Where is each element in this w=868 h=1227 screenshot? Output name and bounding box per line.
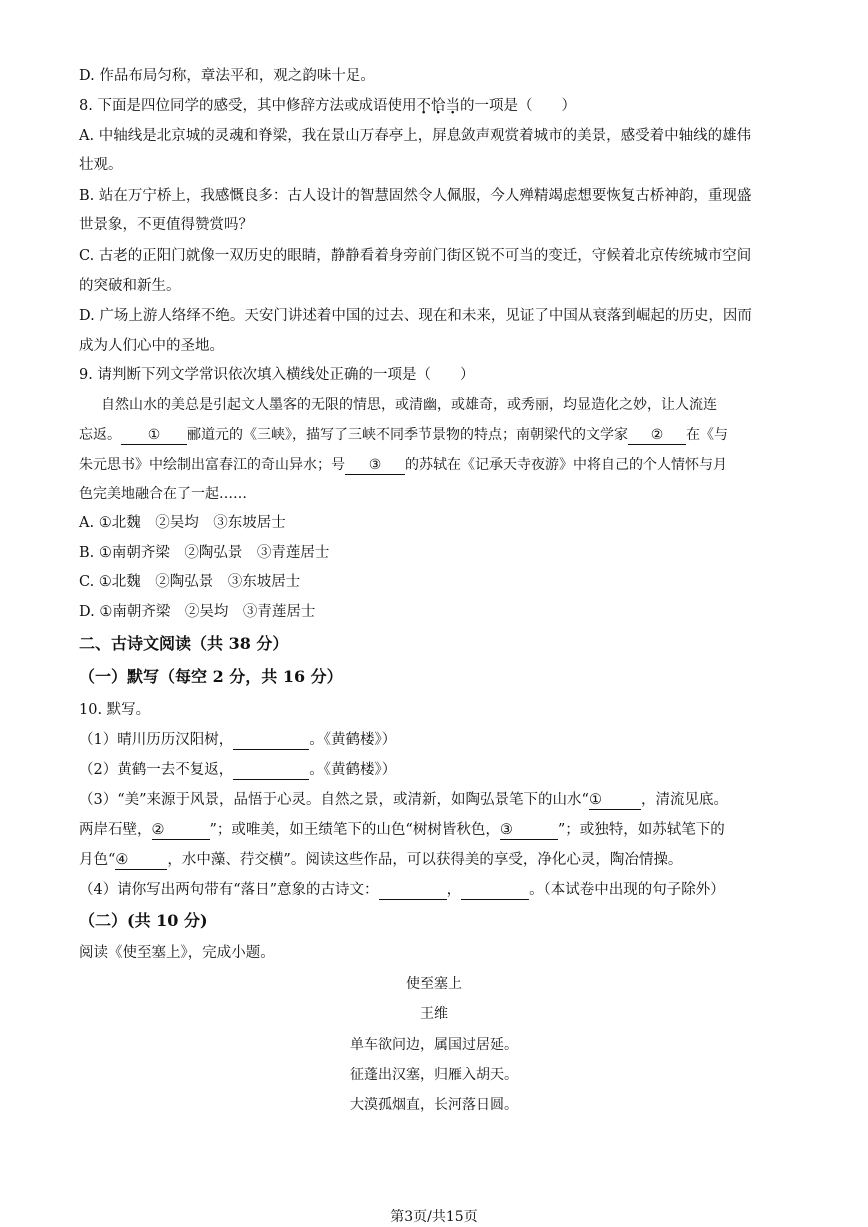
answer-blank bbox=[233, 762, 309, 780]
item-text: ，清流见底。 bbox=[640, 792, 728, 808]
section-2-heading: 二、古诗文阅读（共 38 分） bbox=[79, 634, 289, 653]
q10-item2 bbox=[79, 760, 396, 780]
passage-text: 郦道元的《三峡》，描写了三峡不同季节景物的特点；南朝梁代的文学家 bbox=[187, 427, 628, 443]
q10-item3-line3 bbox=[79, 850, 682, 870]
poem-line-2: 征蓬出汉塞，归雁入胡天。 bbox=[350, 1067, 518, 1083]
answer-blank-4: ④ bbox=[115, 852, 167, 870]
blank-1: ① bbox=[121, 427, 187, 445]
question-8-text-end: 的一项是（ ） bbox=[459, 98, 576, 114]
option-a-line2: 壮观。 bbox=[79, 157, 123, 173]
emphasis-char: 当 bbox=[445, 98, 460, 114]
item-text: 月色“ bbox=[79, 852, 116, 868]
passage-text: 的苏轼在《记承天寺夜游》中将自己的个人情怀与月 bbox=[405, 457, 727, 473]
poem-author: 王维 bbox=[420, 1006, 448, 1022]
answer-blank bbox=[233, 732, 309, 750]
passage-line2 bbox=[79, 425, 728, 445]
answer-blank bbox=[379, 882, 447, 900]
item-text: ，水中藻、荇交横”。阅读这些作品，可以获得美的享受，净化心灵，陶冶情操。 bbox=[167, 852, 683, 868]
passage-line1: 自然山水的美总是引起文人墨客的无限的情思，或清幽，或雄奇，或秀丽，均显造化之妙，让人流连 bbox=[101, 397, 717, 413]
passage-line4: 色完美地融合在了一起…… bbox=[79, 486, 247, 502]
question-10-stem: 10. 默写。 bbox=[79, 702, 151, 718]
q9-option-c: C. ①北魏 ②陶弘景 ③东坡居士 bbox=[79, 574, 301, 590]
q10-item1 bbox=[79, 730, 396, 750]
q10-item3-line2 bbox=[79, 820, 725, 840]
question-8-text: 8. 下面是四位同学的感受，其中修辞方法或成语使用 bbox=[79, 98, 417, 114]
item-text: 两岸石壁， bbox=[79, 822, 152, 838]
item-text: （3）“美”来源于风景，品悟于心灵。自然之景，或清新，如陶弘景笔下的山水“ bbox=[79, 792, 589, 808]
item-text: ， bbox=[446, 882, 462, 898]
emphasis-char: 恰 bbox=[430, 98, 446, 114]
option-a-line1: A. 中轴线是北京城的灵魂和脊梁，我在景山万春亭上，屏息敛声观赏着城市的美景，感受着中轴线的雄伟 bbox=[79, 128, 752, 144]
passage-text: 忘返。 bbox=[79, 427, 121, 443]
blank-3: ③ bbox=[345, 457, 405, 475]
q9-option-a: A. ①北魏 ②吴均 ③东坡居士 bbox=[79, 515, 286, 531]
option-d-q7: D. 作品布局匀称，章法平和，观之韵味十足。 bbox=[79, 68, 375, 84]
option-b-line2: 世景象，不更值得赞赏吗？ bbox=[79, 217, 253, 233]
passage-text: 在《与 bbox=[686, 427, 728, 443]
item-text: （1）晴川历历汉阳树， bbox=[79, 732, 234, 748]
q9-option-b: B. ①南朝齐梁 ②陶弘景 ③青莲居士 bbox=[79, 545, 330, 561]
blank-2: ② bbox=[628, 427, 686, 445]
passage-text: 朱元思书》中绘制出富春江的奇山异水；号 bbox=[79, 457, 345, 473]
poem-title: 使至塞上 bbox=[406, 976, 462, 992]
answer-blank-1: ① bbox=[589, 792, 641, 810]
item-text: 。《黄鹤楼》） bbox=[309, 732, 397, 748]
item-text: 。《黄鹤楼》） bbox=[309, 762, 397, 778]
question-9-stem: 9. 请判断下列文学常识依次填入横线处正确的一项是（ ） bbox=[79, 367, 475, 383]
option-b-line1: B. 站在万宁桥上，我感慨良多：古人设计的智慧固然令人佩服，今人殚精竭虑想要恢复古桥神韵，重现盛 bbox=[79, 188, 752, 204]
item-text: ”；或唯美，如王绩笔下的山色“树树皆秋色， bbox=[209, 822, 500, 838]
option-c-line2: 的突破和新生。 bbox=[79, 278, 181, 294]
answer-blank bbox=[461, 882, 529, 900]
answer-blank-2: ② bbox=[152, 822, 210, 840]
subsection-2-heading: （二）(共 10 分) bbox=[79, 911, 208, 930]
poem-line-3: 大漠孤烟直，长河落日圆。 bbox=[350, 1097, 518, 1113]
item-text: ”；或独特，如苏轼笔下的 bbox=[557, 822, 725, 838]
question-8-stem bbox=[79, 96, 576, 116]
option-d-line2: 成为人们心中的圣地。 bbox=[79, 338, 224, 354]
q9-option-d: D. ①南朝齐梁 ②吴均 ③青莲居士 bbox=[79, 604, 316, 620]
reading-instruction: 阅读《使至塞上》，完成小题。 bbox=[79, 945, 275, 961]
option-c-line1: C. 古老的正阳门就像一双历史的眼睛，静静看着身旁前门街区锐不可当的变迁，守候着北京传统城市空间 bbox=[79, 248, 752, 264]
page-number: 第3页/共15页 bbox=[390, 1209, 478, 1225]
q10-item3-line1 bbox=[79, 790, 728, 810]
passage-line3 bbox=[79, 455, 727, 475]
answer-blank-3: ③ bbox=[500, 822, 558, 840]
emphasis-char: 不 bbox=[416, 98, 431, 114]
item-text: 。（本试卷中出现的句子除外） bbox=[529, 882, 725, 898]
item-text: （4）请你写出两句带有“落日”意象的古诗文： bbox=[79, 882, 379, 898]
subsection-1-heading: （一）默写（每空 2 分，共 16 分） bbox=[79, 667, 343, 686]
poem-line-1: 单车欲问边，属国过居延。 bbox=[350, 1037, 518, 1053]
item-text: （2）黄鹤一去不复返， bbox=[79, 762, 234, 778]
option-d-line1: D. 广场上游人络绎不绝。天安门讲述着中国的过去、现在和未来，见证了中国从衰落到崛起的历史，因而 bbox=[79, 308, 752, 324]
q10-item4 bbox=[79, 880, 725, 900]
